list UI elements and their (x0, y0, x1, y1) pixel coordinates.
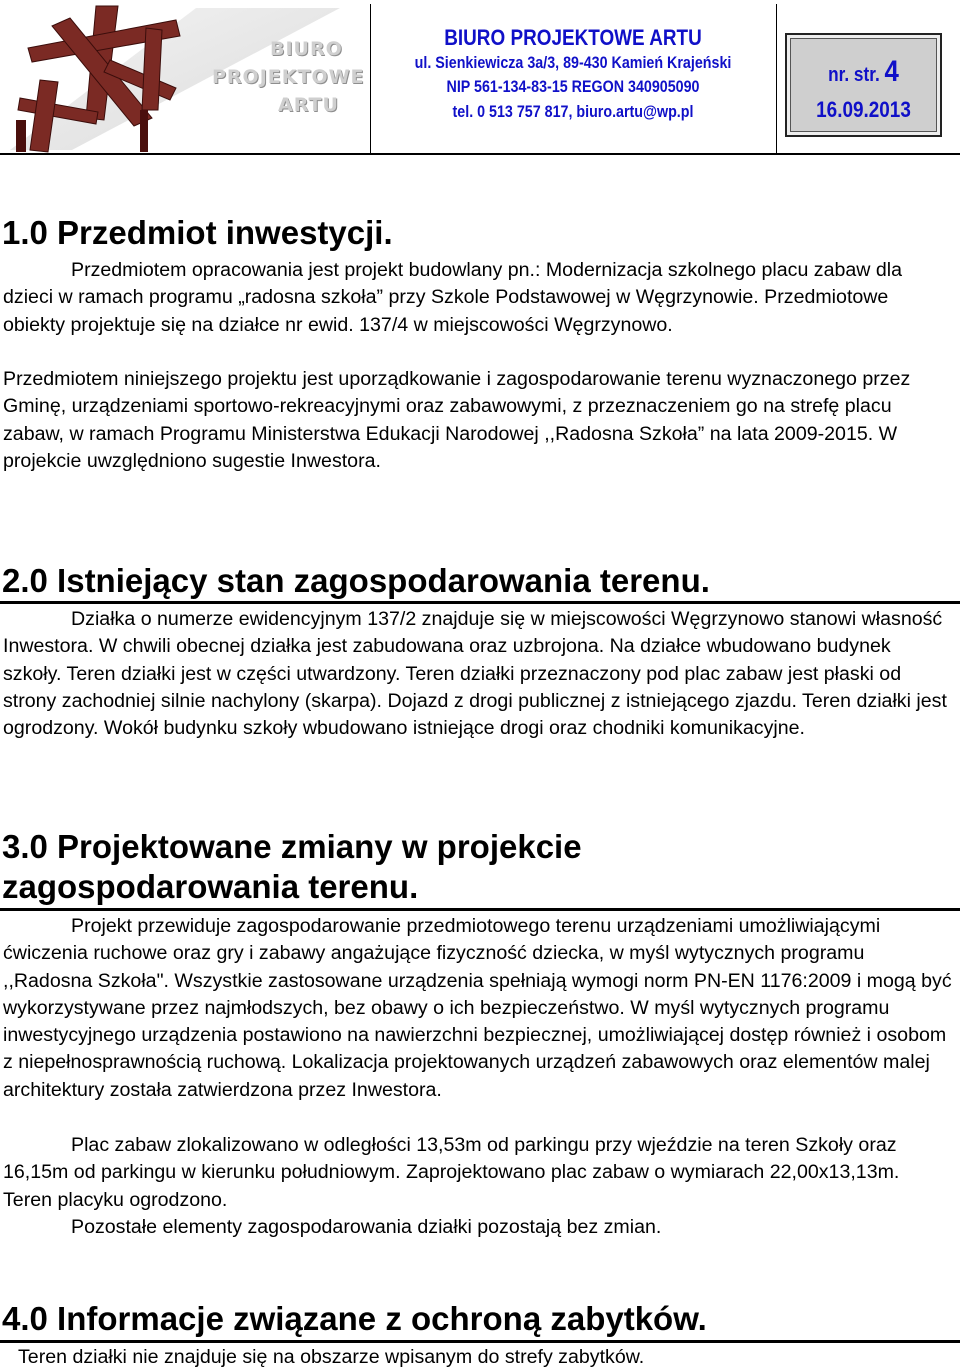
section-2-heading: 2.0 Istniejący stan zagospodarowania terenu. (2, 562, 710, 599)
section-3-paragraph-1: Projekt przewiduje zagospodarowanie przedmiotowego terenu urządzeniami umożliwiającymi ćwiczenia ruchowe oraz gry i zabawy angażujące fizyczność dziecka, w myśl wytycznych programu ,,Radosna Szkoła". Wszystkie zastosowane urządzenia spełniają wymogi norm PN-EN 1176:2009 i mogą być wykorzystywane przez najmłodszych, bez obawy o ich bezpieczeństwo. W myśl wytycznych programu inwestycyjnego urządzenia postawiono na nawierzchni bezpiecznej, umożliwiającej dostęp również i osobom z niepełnosprawnością ruchową. Lokalizacja projektowanych urządzeń zabawowych oraz elementów malej architektury została zatwierdzona przez Inwestora. (3, 915, 952, 1101)
section-3-paragraph-3: Pozostałe elementy zagospodarowania działki pozostają bez zmian. (71, 1216, 662, 1238)
section-4-heading: 4.0 Informacje związane z ochroną zabytków. (2, 1300, 707, 1337)
page-number-line (798, 55, 930, 89)
section-1-paragraph-1: Przedmiotem opracowania jest projekt budowlany pn.: Modernizacja szkolnego placu zabaw dla dzieci w ramach programu „radosna szkoła” przy Szkole Podstawowej w Węgrzynowie. Przedmiotowe obiekty projektuje się na działce nr ewid. 137/4 w miejscowości Węgrzynowo. (3, 259, 903, 336)
section-3-rule (0, 908, 960, 911)
company-address: ul. Sienkiewicza 3a/3, 89-430 Kamień Krajeński (414, 52, 732, 72)
document-date: 16.09.2013 (816, 97, 911, 122)
logo-word-3: ARTU (278, 94, 339, 116)
header-bottom-rule (0, 153, 960, 155)
logo-word-2: PROJEKTOWE (212, 66, 365, 88)
section-4-rule (0, 1340, 960, 1343)
page-label: nr. str. (828, 64, 880, 86)
header-divider-right (776, 4, 777, 154)
logo-word-1: BIURO (270, 38, 343, 60)
company-logo (0, 0, 368, 156)
section-4-paragraph-1: Teren działki nie znajduje się na obszarze wpisanym do strefy zabytków. (18, 1346, 645, 1368)
section-3-paragraph-2: Plac zabaw zlokalizowano w odległości 13,53m od parkingu przy wjeździe na teren Szkoły oraz 16,15m od parkingu w kierunku południowym. Zaprojektowano plac zabaw o wymiarach 22,00x13,13m. Teren placyku ogrodzono. (3, 1134, 900, 1211)
company-name: BIURO PROJEKTOWE ARTU (444, 25, 702, 50)
section-2-rule (0, 601, 960, 604)
section-1-heading: 1.0 Przedmiot inwestycji. (2, 214, 393, 251)
section-3-heading-line-1: 3.0 Projektowane zmiany w projekcie (2, 828, 582, 865)
section-2-paragraph-1: Działka o numerze ewidencyjnym 137/2 znajduje się w miejscowości Węgrzynowo stanowi własność Inwestora. W chwili obecnej działka jest zabudowana oraz uzbrojona. Na działce wbudowano budynek szkoły. Teren działki jest w części utwardzony. Teren działki przeznaczony pod plac zabaw jest płaski od strony zachodniej silnie nachylony (skarpa). Dojazd z drogi publicznej z istniejącego zjazdu. Teren działki jest ogrodzony. Wokół budynku szkoły wbudowano istniejące drogi oraz chodniki komunikacyjne. (3, 608, 947, 740)
header-divider-left (370, 4, 371, 154)
company-info (372, 26, 774, 124)
company-contact: tel. 0 513 757 817, biuro.artu@wp.pl (452, 101, 694, 121)
page-header (0, 0, 960, 156)
page-number: 4 (884, 55, 899, 88)
company-nip-regon: NIP 561-134-83-15 REGON 340905090 (446, 77, 700, 96)
page-number-box (785, 33, 942, 137)
section-1-paragraph-2: Przedmiotem niniejszego projektu jest uporządkowanie i zagospodarowanie terenu wyznaczonego przez Gminę, urządzeniami sportowo-rekreacyjnymi oraz zabawowymi, z przeznaczeniem go na strefę placu zabaw, w ramach Programu Ministerstwa Edukacji Narodowej ,,Radosna Szkoła” na lata 2009-2015. W projekcie uwzględniono sugestie Inwestora. (3, 368, 911, 472)
section-3-heading-line-2: zagospodarowania terenu. (2, 868, 419, 905)
